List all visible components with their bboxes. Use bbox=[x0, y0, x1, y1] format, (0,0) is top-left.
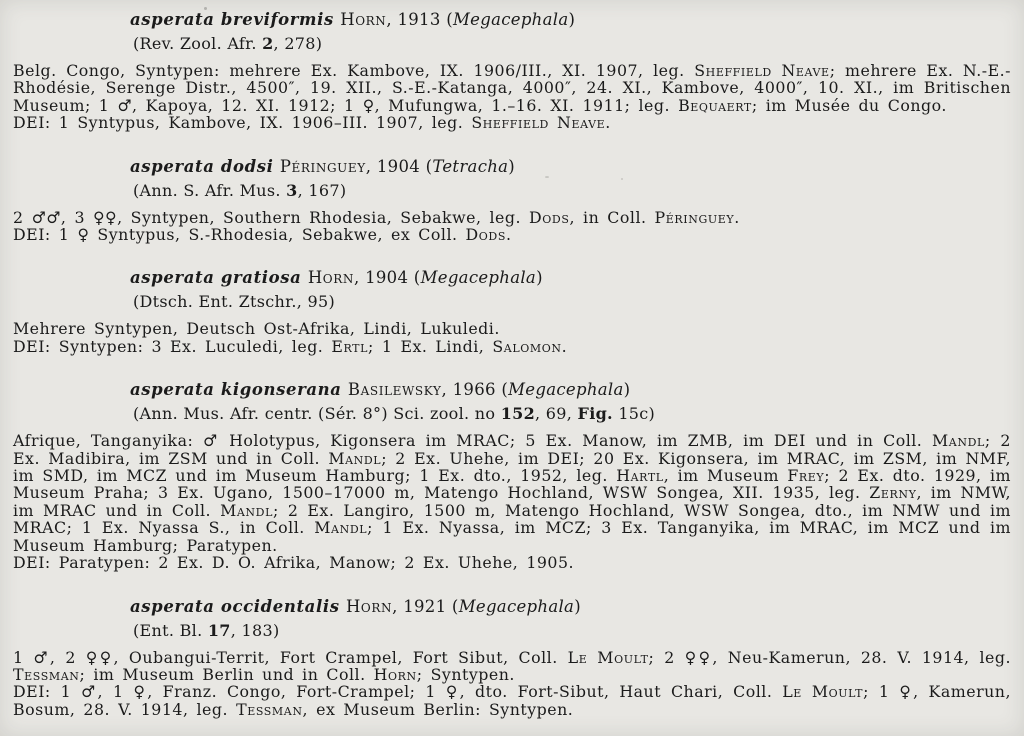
type-material-paragraph bbox=[13, 649, 1011, 684]
text-run: ; 1 Ex. Nyassa, im MCZ; 3 Ex. Tanganyika, im MRAC, im MCZ und im Museum Hamburg; Paratypen. bbox=[13, 518, 1011, 555]
text-run: Péringuey bbox=[654, 207, 735, 227]
text-run: ) bbox=[536, 268, 543, 288]
text-run: asperata occidentalis bbox=[130, 596, 346, 616]
text-run: ; 2 ♀♀, Neu-Kamerun, 28. V. 1914, leg. bbox=[648, 647, 1011, 667]
text-run: . bbox=[561, 336, 568, 356]
text-run: . bbox=[506, 225, 512, 245]
text-run: Le Moult bbox=[782, 682, 864, 702]
text-run: ) bbox=[623, 380, 631, 400]
publication-reference bbox=[133, 620, 1011, 641]
dei-holdings-paragraph bbox=[13, 114, 1011, 131]
dei-holdings-paragraph bbox=[13, 338, 1011, 355]
species-entry-breviformis bbox=[13, 9, 1011, 132]
text-run: ; 1 ♀, Kamerun, Bosum, 28. V. 1914, leg. bbox=[13, 682, 1011, 719]
type-material-paragraph bbox=[13, 320, 1011, 337]
species-heading bbox=[130, 9, 1011, 30]
text-run: Mandl bbox=[932, 431, 985, 451]
text-run: , ex Museum Berlin: Syntypen. bbox=[302, 699, 574, 719]
text-run: Horn bbox=[373, 664, 417, 684]
species-heading bbox=[130, 267, 1011, 288]
text-run: , 1913 ( bbox=[386, 10, 453, 29]
publication-reference bbox=[133, 33, 1011, 54]
text-run: 2 ♂♂, 3 ♀♀, Syntypen, Southern Rhodesia, Sebakwe, leg. bbox=[13, 207, 530, 227]
text-run: Tessman bbox=[236, 699, 303, 719]
text-run: Hartl bbox=[616, 466, 664, 486]
text-run: ) bbox=[574, 596, 581, 616]
text-run: (Dtsch. Ent. Ztschr., 95) bbox=[133, 292, 336, 312]
text-run: Fig. bbox=[577, 404, 613, 424]
text-run: Belg. Congo, Syntypen: mehrere Ex. Kambove, IX. 1906/III., XI. 1907, leg. bbox=[13, 61, 695, 80]
species-heading bbox=[130, 379, 1011, 400]
text-run: , 167) bbox=[297, 180, 347, 200]
text-run: 3 bbox=[286, 180, 298, 200]
text-run: Sheffield Neave bbox=[471, 113, 606, 133]
text-run: ; im Musée du Congo. bbox=[751, 95, 947, 115]
dei-holdings-paragraph bbox=[13, 683, 1011, 718]
text-run: Sheffield Neave bbox=[694, 61, 830, 80]
text-run: DEI: Paratypen: 2 Ex. D. O. Afrika, Manow; 2 Ex. Uhehe, 1905. bbox=[13, 553, 575, 573]
dei-holdings-paragraph bbox=[13, 226, 1011, 243]
text-run: Mandl bbox=[328, 448, 382, 468]
text-run: asperata breviformis bbox=[130, 10, 341, 29]
text-run: Salomon bbox=[492, 336, 562, 356]
text-run: Tessman bbox=[13, 664, 80, 684]
publication-reference bbox=[133, 180, 1011, 201]
species-heading bbox=[130, 596, 1011, 617]
publication-reference bbox=[133, 403, 1011, 424]
text-run: , 69, bbox=[535, 404, 578, 424]
text-run: 152 bbox=[500, 404, 536, 424]
text-run: Megacephala bbox=[458, 596, 575, 616]
type-material-paragraph bbox=[13, 209, 1011, 226]
text-run: ) bbox=[508, 156, 516, 176]
text-run: DEI: 1 ♀ Syntypus, S.-Rhodesia, Sebakwe, ex Coll. bbox=[13, 225, 466, 245]
text-run: Megacephala bbox=[508, 380, 624, 400]
text-run: Horn bbox=[345, 596, 393, 616]
species-entry-gratiosa bbox=[13, 267, 1011, 355]
text-run: ; Syntypen. bbox=[416, 664, 515, 684]
text-run: , 1966 ( bbox=[441, 380, 509, 400]
text-run: Mandl bbox=[314, 518, 368, 538]
text-run: Mandl bbox=[220, 500, 273, 520]
text-run: ; mehrere Ex. N.-E.-Rhodésie, Serenge Distr., 4500″, 19. XII., S.-E.-Katanga, 4000″, 24. XI., Kambove, 4000″, 10. XI., im Britischen Museum; 1 ♂, Kapoya, 12. XI. 1912; 1 ♀, Mufungwa, 1.–16. XI. 1911; leg. bbox=[13, 61, 1011, 115]
scan-speck bbox=[621, 178, 623, 180]
text-run: , 1921 ( bbox=[392, 596, 459, 616]
text-run: (Ann. S. Afr. Mus. bbox=[133, 180, 287, 200]
text-run: 17 bbox=[207, 620, 231, 640]
text-run: asperata gratiosa bbox=[130, 268, 308, 288]
text-run: Péringuey bbox=[279, 156, 366, 176]
text-run: (Ann. Mus. Afr. centr. (Sér. 8°) Sci. zool. no bbox=[133, 404, 501, 424]
type-material-paragraph bbox=[13, 62, 1011, 114]
text-run: ; 2 Ex. Madibira, im ZSM und in Coll. bbox=[13, 431, 1011, 468]
species-entry-dodsi bbox=[13, 156, 1011, 244]
text-run: Dods bbox=[529, 207, 570, 227]
text-run: , im Museum bbox=[663, 466, 788, 486]
text-run: 15c) bbox=[612, 404, 656, 424]
species-entry-kigonserana bbox=[13, 379, 1011, 571]
text-run: Basilewsky bbox=[347, 380, 442, 400]
text-run: ; 2 Ex. Uhehe, im DEI; 20 Ex. Kigonsera, im MRAC, im ZSM, im NMF, im SMD, im MCZ und im Museum Hamburg; 1 Ex. dto., 1952, leg. bbox=[13, 448, 1012, 486]
species-heading bbox=[130, 156, 1011, 177]
scan-speck bbox=[204, 7, 207, 10]
text-run: ; im Museum Berlin und in Coll. bbox=[79, 664, 374, 684]
text-run: ; 1 Ex. Lindi, bbox=[368, 336, 493, 356]
text-run: asperata kigonserana bbox=[130, 380, 348, 400]
text-run: asperata dodsi bbox=[130, 156, 280, 176]
text-run: Megacephala bbox=[452, 10, 569, 29]
text-run: ; 2 Ex. dto. 1929, im Museum Praha; 3 Ex. Ugano, 1500–17000 m, Matengo Hochland, WSW Songea, XII. 1935, leg. bbox=[13, 466, 1011, 503]
text-run: , in Coll. bbox=[569, 207, 655, 227]
text-run: Tetracha bbox=[432, 156, 509, 176]
text-run: Megacephala bbox=[420, 268, 537, 288]
text-run: Le Moult bbox=[567, 647, 649, 667]
text-run: (Rev. Zool. Afr. bbox=[133, 34, 263, 53]
text-run: DEI: 1 ♂, 1 ♀, Franz. Congo, Fort-Crampel; 1 ♀, dto. Fort-Sibut, Haut Chari, Coll. bbox=[13, 682, 783, 702]
text-run: , im NMW, im MRAC und in Coll. bbox=[13, 483, 1011, 520]
text-run: 2 bbox=[262, 34, 274, 53]
text-run: Mehrere Syntypen, Deutsch Ost-Afrika, Lindi, Lukuledi. bbox=[13, 319, 500, 339]
text-run: , 278) bbox=[273, 34, 323, 53]
text-run: Dods bbox=[465, 225, 506, 245]
text-run: , 1904 ( bbox=[353, 268, 421, 288]
text-run: Afrique, Tanganyika: ♂ Holotypus, Kigonsera im MRAC; 5 Ex. Manow, im ZMB, im DEI und in Coll. bbox=[13, 431, 933, 451]
text-run: . bbox=[605, 113, 611, 133]
text-run: Horn bbox=[307, 268, 354, 288]
text-run: Zerny bbox=[869, 483, 917, 503]
text-run: Ertl bbox=[331, 336, 369, 356]
text-run: DEI: 1 Syntypus, Kambove, IX. 1906–III. 1907, leg. bbox=[13, 113, 472, 133]
species-entry-occidentalis bbox=[13, 596, 1011, 719]
scan-speck bbox=[545, 176, 549, 178]
publication-reference bbox=[133, 291, 1011, 312]
text-run: DEI: Syntypen: 3 Ex. Luculedi, leg. bbox=[13, 336, 332, 356]
text-run: Bequaert bbox=[678, 95, 752, 115]
text-run: Frey bbox=[787, 466, 825, 486]
text-run: , 1904 ( bbox=[365, 156, 433, 176]
dei-holdings-paragraph bbox=[13, 554, 1011, 571]
text-run: (Ent. Bl. bbox=[133, 620, 208, 640]
text-run: 1 ♂, 2 ♀♀, Oubangui-Territ, Fort Crampel, Fort Sibut, Coll. bbox=[13, 647, 568, 667]
text-run: Horn bbox=[340, 10, 387, 29]
text-run: ) bbox=[568, 10, 576, 29]
text-run: , 183) bbox=[230, 620, 280, 640]
text-run: ; 2 Ex. Langiro, 1500 m, Matengo Hochland, WSW Songea, dto., im NMW und im MRAC; 1 Ex. Nyassa S., in Coll. bbox=[13, 500, 1011, 538]
text-run: . bbox=[734, 207, 740, 227]
type-material-paragraph bbox=[13, 432, 1011, 554]
